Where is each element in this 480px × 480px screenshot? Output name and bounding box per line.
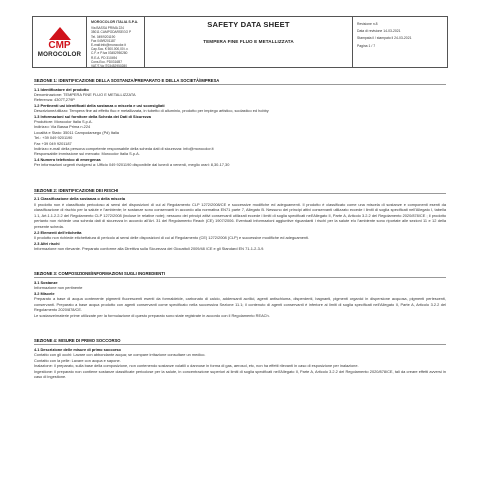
paragraph: Il prodotto non è classificato pericoloso ai sensi del disposizioni di cui al Regolamento CLP 1272/2008/CE e successive modifiche ed adeguamenti. Il prodotto è classificato come una miscela di sostanze e componenti esenti da classificazione di rischio per la salute e l'ambiente; le sostanze sono conservanti in accordo alla normativa EN71 parte 7, Allegato B. Nessuno dei principi attivi conservanti utilizzato eccede i limiti di soglia specificati nell'Allegato I, tabella 1.1, Art.1.1.2.2.2 del Regolamento CLP 1272/2008 (incluse le relative note); nessuno dei principi attivi conservanti utilizzati eccede i limiti di soglia specificati nell'Allegato II, Parte A, Articolo 3.2.2 del Regolamento 2020/878/CE ; il prodotto pertanto non richiede una scheda dati di sicurezza in accordo all'Art. 31 del Regolamento Reach (CE) 1907/2006. Eventuali informazioni aggiuntive riguardanti i rischi per la salute e/o l'ambiente sono riportate alle sezioni 11 e 12 della presente scheda. (34, 201, 446, 230)
text-line: Le sostanze/materie prime utilizzate per la formulazione di questo preparato sono state registrate in accordo con il Regolamento REACh. (34, 313, 270, 319)
subsection-title: 1.4 Numero telefonico di emergenza (34, 156, 101, 162)
document-body (34, 78, 446, 380)
text-line: Denominazione: TEMPERA FINE FLUO E METALLIZZATA (34, 92, 136, 97)
revision-date: Data di revisione 14-03-2021 (357, 29, 401, 34)
product-name: TEMPERA FINE FLUO E METALLIZZATA (203, 39, 294, 44)
section-divider (34, 84, 446, 85)
logo-triangle-icon (49, 27, 71, 40)
revision-number: Revisione n.8 (357, 22, 378, 26)
company-address-line: Cons.Eco. PD0316B7 (91, 59, 123, 64)
paragraph: Il prodotto non richiede etichettatura di pericolo ai sensi delle disposizioni di cui al Regolamento (CE) 1272/2008 (CLP) e successive modifiche ed adeguamenti. (34, 235, 310, 241)
sds-header-table (32, 16, 448, 68)
text-line: Informazione non pertinente (34, 285, 83, 291)
section-title: SEZIONE 2: IDENTIFICAZIONE DEI RISCHI (34, 187, 119, 193)
document-title-block (145, 17, 353, 67)
text-line: Descrizione/utilizzo: Tempera fine ad effetto fluo e metallizzata, in tubetto di alluminio, prodotto per impiego artistico, scolastico ed hobby (34, 108, 269, 114)
company-address-line: C.F. e P.Iva 03452950280 (91, 51, 128, 56)
section-title: SEZIONE 4: MISURE DI PRIMO SOCCORSO (34, 338, 121, 344)
document-title: SAFETY DATA SHEET (207, 20, 290, 29)
subsection-title: 2.3 Altri rischi (34, 240, 60, 246)
text-line: Informazione non rilevante. Preparato conforme alla Direttiva sulla Sicurezza dei Giocattoli 2009/48 /CE e gli Standard EN 71-1-2-3-9. (34, 246, 265, 252)
section-title: SEZIONE 1: IDENTIFICAZIONE DELLA SOSTANZA/PREPARATO E DELLA SOCIETÀ/IMPRESA (34, 78, 220, 83)
subsection-title: 3.2 Miscele (34, 290, 55, 296)
section-divider (34, 344, 446, 345)
subsection-title: 3.1 Sostanze (34, 280, 58, 286)
subsection-title: 2.2 Elementi dell'etichetta (34, 229, 82, 235)
company-address-line: Tel. 049/9201190 (91, 34, 116, 39)
text-line: Per informazioni urgenti rivolgersi a: Ufficio 049 9201190 disponibile dal lunedì a venerdì, meglio orari: 8,30-17,30 (34, 162, 230, 168)
logo-brand-name: MOROCOLOR (37, 50, 82, 58)
text-line: Indirizzo: Via Bassa Prima n.224 (34, 124, 91, 130)
paragraph: Ingestione: il preparato non contiene sostanze classificate pericolose per la salute, in concentrazione superiori ai limiti di soglia specificati nell'Allegato II, Parte A, Articolo 3.2.2 del Regolamento 2020/878/CE, tali da creare effetti avversi in caso di ingestione. (34, 368, 446, 380)
page-number: Pagina 1 / 7 (357, 43, 376, 48)
company-logo (33, 17, 87, 67)
company-name: MOROCOLOR ITALIA S.P.A. (91, 20, 139, 24)
text-line: Tel.: +39 049 9201190 (34, 135, 73, 141)
company-address-line: R.E.A. PD 310494 (91, 55, 118, 60)
print-date: Stampata il / stampato il 24-03-2021 (357, 36, 412, 41)
company-address-line: E-mail:info@morocolor.it (91, 43, 126, 48)
paragraph: Preparato a base di acqua contenente pigmenti fluorescenti esenti da formaldeide, carbonato di calcio, addensanti acrilici, agenti antischiuma, disperdenti, bagnanti, pigmenti organici in dispersione acquosa, pigmenti perlescenti, conservanti. Preparato a base acqua prodotto con agenti conservanti come specificato nella successiva Sezione 11.1; il contenuto di agenti conservanti è inferiore ai limiti di soglia specificati nell'Allegato II, Parte A, Articolo 3.2.2 del Regolamento 2020/878/CE. (34, 296, 446, 313)
text-line: Produttore: Morocolor Italia S.p.A. (34, 119, 93, 125)
logo-cmp-text: CMP (48, 39, 71, 51)
company-address-line: Fax 049/9201187 (91, 38, 116, 43)
paragraph: Inalazione: il preparato, sulla base della composizione, non contenendo sostanze volatili o dannose in forma di gas, aerosol, etc, non ha effetti rilevanti in caso di esposizione per inalazione. (34, 363, 359, 369)
text-line: Località e Stato: 35011 Campodarsego (Pd) Italia (34, 129, 119, 135)
company-info (87, 17, 145, 67)
revision-info (353, 17, 447, 67)
company-address-line: Cap.Soc. € 500.000,00 i.v. (91, 47, 129, 52)
subsection-title: 1.3 Informazioni sul fornitore della Scheda dei Dati di Sicurezza (34, 113, 151, 119)
company-address-line: 35011 CAMPODARSEGO P (91, 30, 132, 35)
text-line: Contatto con gli occhi: Lavare con abbondante acqua; se compare irritazione consultare un medico. (34, 352, 206, 358)
section-4 (34, 338, 446, 380)
section-title: SEZIONE 3: COMPOSIZIONE/INFORMAZIONI SUGLI INGREDIENTI (34, 271, 165, 277)
subsection-title: 4.1 Descrizione delle misure di primo soccorso (34, 347, 121, 353)
section-3 (34, 271, 446, 318)
text-line: Contatto con la pelle: Lavare con acqua e sapone. (34, 357, 121, 363)
section-1 (34, 78, 446, 168)
company-address-line: VAT/T.Va IT03452950280 (91, 64, 127, 69)
text-line: Indirizzo e-mail della persona competente responsabile della scheda dati di sicurezza: info@morocolor.it (34, 146, 214, 152)
subsection-title: 2.1 Classificazione della sostanza o della miscela (34, 196, 126, 202)
company-address-line: Via BASSA PRIMA 224 (91, 26, 124, 31)
subsection-title: 1.2 Pertinenti usi identificati della sostanza o miscela e usi sconsigliati (34, 102, 165, 108)
section-divider (34, 277, 446, 278)
text-line: Responsabile immissione sul mercato: Morocolor Italia S.p.A. (34, 151, 140, 157)
section-divider (34, 193, 446, 194)
text-line: Referenza: 4307T,279P (34, 97, 75, 103)
subsection-title: 1.1 Identificatore del prodotto (34, 86, 89, 92)
text-line: Fax +39 049 9201187 (34, 140, 72, 146)
section-2 (34, 188, 446, 252)
